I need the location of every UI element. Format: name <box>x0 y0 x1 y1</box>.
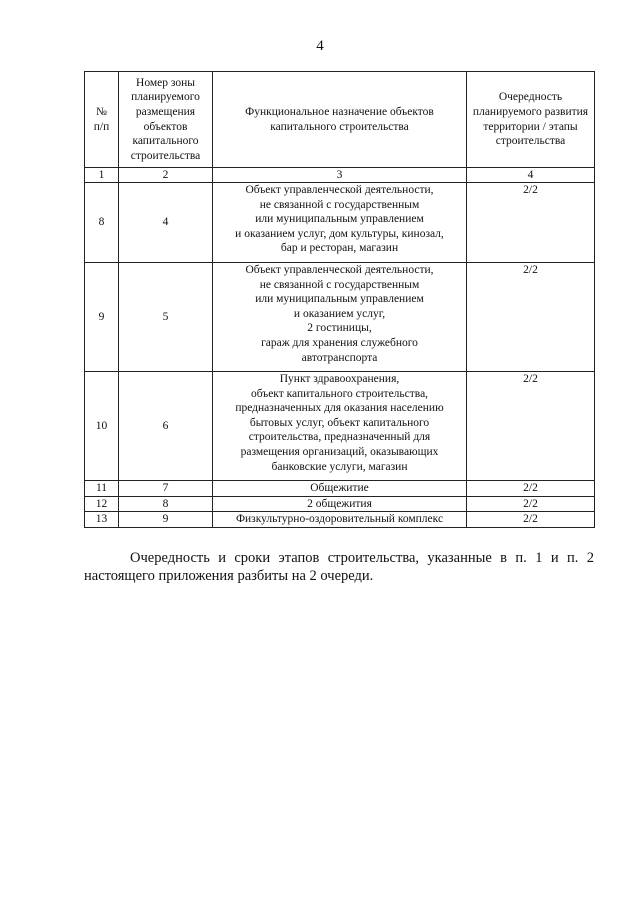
column-number: 3 <box>213 168 467 183</box>
row-function: Физкультурно-оздоровительный комплекс <box>213 512 467 528</box>
row-stage: 2/2 <box>467 372 595 481</box>
row-zone: 9 <box>119 512 213 528</box>
header-zone: Номер зоны планируемого размещения объектов капитального строительства <box>119 72 213 168</box>
row-stage: 2/2 <box>467 263 595 372</box>
table-row <box>85 183 595 263</box>
row-num: 8 <box>85 183 119 263</box>
header-num: № п/п <box>85 72 119 168</box>
note-paragraph: Очередность и сроки этапов строительства, указанные в п. 1 и п. 2 настоящего приложения разбиты на 2 очереди. <box>84 549 594 584</box>
column-number: 4 <box>467 168 595 183</box>
row-stage: 2/2 <box>467 183 595 263</box>
row-stage: 2/2 <box>467 481 595 497</box>
construction-stages-table <box>84 71 595 528</box>
table-row <box>85 512 595 528</box>
table-row <box>85 496 595 512</box>
row-zone: 6 <box>119 372 213 481</box>
row-num: 13 <box>85 512 119 528</box>
header-stage: Очередность планируемого развития территории / этапы строительства <box>467 72 595 168</box>
table-header-row <box>85 72 595 168</box>
header-function: Функциональное назначение объектов капитального строительства <box>213 72 467 168</box>
row-zone: 8 <box>119 496 213 512</box>
page-number: 4 <box>316 38 324 54</box>
row-function: Пункт здравоохранения, объект капитального строительства, предназначенных для оказания населению бытовых услуг, объект капитального строительства, предназначенный для размещения организаций, оказывающих банковские услуги, магазин <box>213 372 467 481</box>
row-function: Общежитие <box>213 481 467 497</box>
row-zone: 7 <box>119 481 213 497</box>
table-row <box>85 372 595 481</box>
column-numbers-row <box>85 168 595 183</box>
row-function: Объект управленческой деятельности, не связанной с государственным или муниципальным управлением и оказанием услуг, 2 гостиницы, гараж для хранения служебного автотранспорта <box>213 263 467 372</box>
row-stage: 2/2 <box>467 496 595 512</box>
row-num: 10 <box>85 372 119 481</box>
column-number: 1 <box>85 168 119 183</box>
column-number: 2 <box>119 168 213 183</box>
table-row <box>85 263 595 372</box>
row-num: 9 <box>85 263 119 372</box>
row-function: Объект управленческой деятельности, не связанной с государственным или муниципальным управлением и оказанием услуг, дом культуры, кинозал, бар и ресторан, магазин <box>213 183 467 263</box>
row-zone: 5 <box>119 263 213 372</box>
row-stage: 2/2 <box>467 512 595 528</box>
row-function: 2 общежития <box>213 496 467 512</box>
row-zone: 4 <box>119 183 213 263</box>
table-row <box>85 481 595 497</box>
row-num: 11 <box>85 481 119 497</box>
row-num: 12 <box>85 496 119 512</box>
